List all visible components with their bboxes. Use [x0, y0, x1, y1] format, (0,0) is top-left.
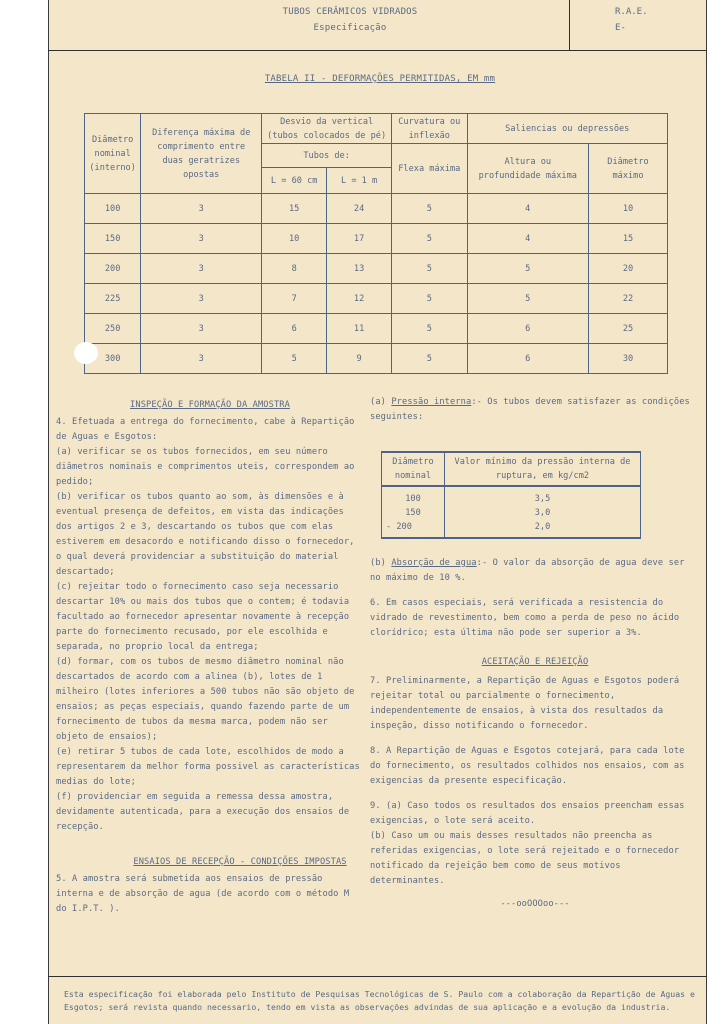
cell-diameter: 300 [85, 344, 141, 374]
cell: 3 [141, 224, 262, 254]
cell: 5 [392, 254, 468, 284]
cell: 5 [392, 194, 468, 224]
paragraph-4e: (e) retirar 5 tubos de cada lote, escolhidos de modo a representarem da melhor forma possivel as características medias do lote; [56, 747, 360, 787]
right-column-lower [370, 556, 700, 912]
header-length-diff: Diferença máxima de comprimento entre duas geratrizes opostas [141, 114, 262, 194]
cell: 3 [141, 314, 262, 344]
cell: 3 [141, 194, 262, 224]
cell: 12 [327, 284, 392, 314]
code-line-1: R.A.E. [615, 7, 648, 17]
paragraph-b-absorption [370, 556, 700, 586]
cell: 8 [262, 254, 327, 284]
document-subtitle: Especificação [313, 23, 387, 33]
paragraph-5: 5. A amostra será submetida aos ensaios de pressão interna e de absorção de agua (de acordo com o método M do I.P.T. ). [56, 874, 350, 914]
cell: 20 [589, 254, 668, 284]
cell: 2,0 [445, 520, 641, 538]
cell-diameter: 225 [85, 284, 141, 314]
header-max-diameter: Diâmetro máximo [589, 144, 668, 194]
cell: 5 [467, 254, 588, 284]
pressure-table [381, 451, 641, 539]
table-row [85, 254, 668, 284]
paragraph-4f: (f) providenciar em seguida a remessa dessa amostra, devidamente autenticada, para a execução dos ensaios de recepção. [56, 792, 350, 832]
label-a: (a) [370, 397, 386, 407]
cell: 150 [382, 506, 445, 520]
cell: 13 [327, 254, 392, 284]
cell-diameter: 200 [85, 254, 141, 284]
header-nominal-diameter: Diâmetro nominal [382, 452, 445, 486]
cell: 5 [262, 344, 327, 374]
header-curvature: Curvatura ou inflexão [392, 114, 468, 144]
header-l1: L = 1 m [327, 168, 392, 194]
cell: 3,5 [445, 486, 641, 506]
paragraph-6: 6. Em casos especiais, será verificada a resistencia do vidrado de revestimento, bem como a perda de peso no ácido clorídrico; esta última não pode ser superior a 3%. [370, 598, 680, 638]
header-protrusions: Saliencias ou depressões [467, 114, 667, 144]
header-height-depth: Altura ou profundidade máxima [467, 144, 588, 194]
paragraph-8: 8. A Repartição de Aguas e Esgotos cotejará, para cada lote do fornecimento, os resultados colhidos nos ensaios, com as exigencias da presente especificação. [370, 746, 685, 786]
paragraph-4: 4. Efetuada a entrega do fornecimento, cabe à Repartição de Aguas e Esgotos: [56, 417, 355, 442]
cell: 15 [589, 224, 668, 254]
document-title: TUBOS CERÂMICOS VIDRADOS [282, 7, 418, 17]
cell: 11 [327, 314, 392, 344]
code-line-2: E- [615, 23, 626, 33]
cell: 6 [467, 344, 588, 374]
cell: 10 [589, 194, 668, 224]
header-divider [48, 50, 707, 51]
header-flexa: Flexa máxima [392, 144, 468, 194]
cell: 30 [589, 344, 668, 374]
pressure-title: Pressão interna [391, 397, 472, 407]
absorption-text: :- O valor da absorção de agua deve ser no máximo de 10 %. [370, 558, 685, 583]
paragraph-9a: 9. (a) Caso todos os resultados dos ensaios preencham essas exigencias, o lote será aceito. [370, 801, 685, 826]
heading-acceptance: ACEITAÇÃO E REJEIÇÃO [481, 657, 589, 667]
cell: 3 [141, 344, 262, 374]
header-vertical-deviation: Desvio da vertical (tubos colocados de pé) [262, 114, 392, 144]
document-code [615, 4, 648, 36]
table-row [85, 344, 668, 374]
cell: - 200 [382, 520, 445, 538]
cell: 24 [327, 194, 392, 224]
label-b: (b) [370, 558, 386, 568]
cell: 4 [467, 224, 588, 254]
cell: 3 [141, 254, 262, 284]
left-column [56, 398, 364, 917]
cell: 3,0 [445, 506, 641, 520]
cell: 5 [392, 224, 468, 254]
cell: 5 [392, 344, 468, 374]
paragraph-4d: (d) formar, com os tubos de mesmo diâmetro nominal não descartados de acordo com a alinea (b), lotes de 1 milheiro (lotes inferiores a 500 tubos não são objeto de ensaios; as peças especiais, quando fazendo parte de um fornecimento de tubos da mesma marca, podem não ser objeto de ensaios); [56, 657, 355, 742]
cell: 10 [262, 224, 327, 254]
table-row [85, 314, 668, 344]
heading-inspection: INSPEÇÃO E FORMAÇÃO DA AMOSTRA [130, 400, 290, 410]
table-row [85, 224, 668, 254]
footer-note: Esta especificação foi elaborada pelo Instituto de Pesquisas Tecnológicas de S. Paulo com a colaboração da Repartição de Aguas e Esgotos; será revista quando necessario, tendo em vista as observações advindas de sua aplicação e a evolução da industria. [64, 989, 695, 1012]
right-column [370, 395, 700, 425]
cell: 25 [589, 314, 668, 344]
header-l60: L = 60 cm [262, 168, 327, 194]
cell: 5 [467, 284, 588, 314]
cell: 3 [141, 284, 262, 314]
footer-divider [48, 976, 707, 977]
header-separator [569, 0, 570, 50]
paragraph-a-pressure [370, 395, 700, 425]
cell: 6 [262, 314, 327, 344]
cell: 5 [392, 314, 468, 344]
cell: 4 [467, 194, 588, 224]
header-diameter: Diâmetro nominal (interno) [85, 114, 141, 194]
cell: 5 [392, 284, 468, 314]
cell-diameter: 250 [85, 314, 141, 344]
cell: 22 [589, 284, 668, 314]
paragraph-7: 7. Preliminarmente, a Repartição de Aguas e Esgotos poderá rejeitar total ou parcialmente o fornecimento, independentemente de ensaios, à vista dos resultados da inspeção, disso notificando o fornecedor. [370, 676, 680, 731]
paragraph-9b: (b) Caso um ou mais desses resultados não preencha as referidas exigencias, o lote será rejeitado e o fornecedor notificado da rejeição bem como de seus motivos determinantes. [370, 831, 680, 886]
cell: 100 [382, 486, 445, 506]
table-row [382, 486, 641, 506]
table-row [85, 284, 668, 314]
cell-diameter: 100 [85, 194, 141, 224]
document-header [200, 4, 500, 36]
paragraph-4a: (a) verificar se os tubos fornecidos, em seu número diâmetros nominais e comprimentos uteis, correspondem ao pedido; [56, 447, 355, 487]
pressure-text: :- Os tubos devem satisfazer as condições seguintes: [370, 397, 690, 422]
heading-reception-tests: ENSAIOS DE RECEPÇÃO - CONDIÇÕES IMPOSTAS [133, 857, 347, 867]
cell: 17 [327, 224, 392, 254]
punch-hole [74, 342, 98, 364]
table-row [382, 506, 641, 520]
cell: 7 [262, 284, 327, 314]
cell: 15 [262, 194, 327, 224]
header-tubes-of: Tubos de: [262, 144, 392, 168]
table-row [382, 520, 641, 538]
table-ii-title: TABELA II - DEFORMAÇÕES PERMITIDAS, EM mm [264, 74, 496, 84]
header-min-pressure: Valor mínimo da pressão interna de ruptura, em kg/cm2 [445, 452, 641, 486]
cell: 6 [467, 314, 588, 344]
end-mark: ---ooOOOoo--- [500, 899, 570, 909]
cell: 9 [327, 344, 392, 374]
table-row [85, 194, 668, 224]
paragraph-4c: (c) rejeitar todo o fornecimento caso seja necessario descartar 10% ou mais dos tubos que o contem; é todavia facultado ao fornecedor apresentar novamente à recepção parte do fornecimento recusado, por ele escolhida e separada, no proprio local da entrega; [56, 582, 350, 652]
cell-diameter: 150 [85, 224, 141, 254]
paragraph-4b: (b) verificar os tubos quanto ao som, às dimensões e à eventual presença de defeitos, em vista das indicações dos artigos 2 e 3, descartando os tubos que com elas estiverem em desacordo e notificando disso o fornecedor, o qual deverá providenciar a substituição do material descartado; [56, 492, 355, 577]
deformations-table [84, 113, 668, 374]
absorption-title: Absorção de agua [391, 558, 477, 568]
